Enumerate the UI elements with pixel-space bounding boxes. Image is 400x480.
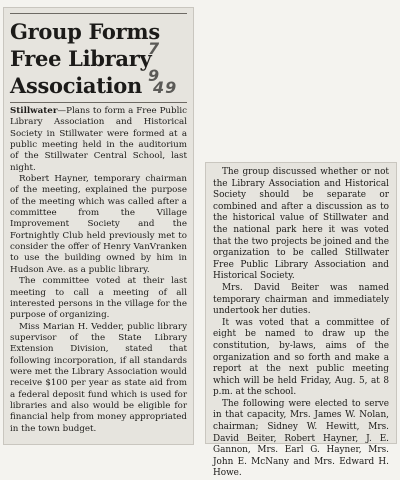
top-rule (10, 13, 187, 14)
article-paragraph-8: The following were elected to serve in that capacity, Mrs. James W. Nolan, chairman; Sidney W. Hewitt, Mrs. David Beiter, Robert Hayner, J. E. Gannon, Mrs. Earl G. Hayner, Mrs. John E. McNany and Mrs. Edward H. Howe. (213, 398, 389, 479)
handwritten-date: 7 9 (148, 39, 161, 85)
article-paragraph-3: The committee voted at their last meeting to call a meeting of all interested persons in the village for the purpose of organizing. (10, 276, 187, 321)
article-clipping-left (3, 7, 194, 445)
headline-line-3: Association (10, 73, 142, 98)
paragraph-1-text: —Plans to form a Free Public Library Association and Historical Society in Stillwater were formed at a public meeting held in the auditorium of the Stillwater Central School, last night. (10, 106, 187, 173)
headline-line-2: Free Library (10, 46, 152, 71)
article-paragraph-2: Robert Hayner, temporary chairman of the meeting, explained the purpose of the meeting which was called after a committee from the Village Improvement Society and the Fortnightly Club held previously met to consider the offer of Henry VanVranken to use the building owned by him in Hudson Ave. as a public library. (10, 174, 187, 275)
article-clipping-right (205, 162, 397, 479)
headline (10, 18, 187, 99)
article-paragraph-6: Mrs. David Beiter was named temporary chairman and immediately undertook her duties. (213, 282, 389, 317)
article-paragraph-4: Miss Marian H. Vedder, public library supervisor of the State Library Extension Division, stated that following incorporation, if all standards were met the Library Association would receive $100 per year as state aid from a federal deposit fund which is used for libraries and also would be eligible for financial help from money appropriated in the town budget. (10, 321, 187, 434)
article-paragraph-7: It was voted that a committee of eight be named to draw up the constitution, by-laws, aims of the organization and so forth and make a report at the next public meeting which will be held Friday, Aug. 5, at 8 p.m. at the school. (213, 317, 389, 398)
headline-line-1: Group Forms (10, 19, 160, 44)
headline-rule (10, 102, 187, 103)
dateline: Stillwater (10, 106, 58, 116)
handwritten-year: 49 (153, 78, 178, 97)
article-paragraph-1 (10, 106, 187, 174)
article-paragraph-5: The group discussed whether or not the Library Association and Historical Society should be separate or combined and after a discussion as to the historical value of Stillwater and the national park here it was voted that the two projects be joined and the organization to be called Stillwater Free Public Library Association and Historical Society. (213, 167, 389, 282)
